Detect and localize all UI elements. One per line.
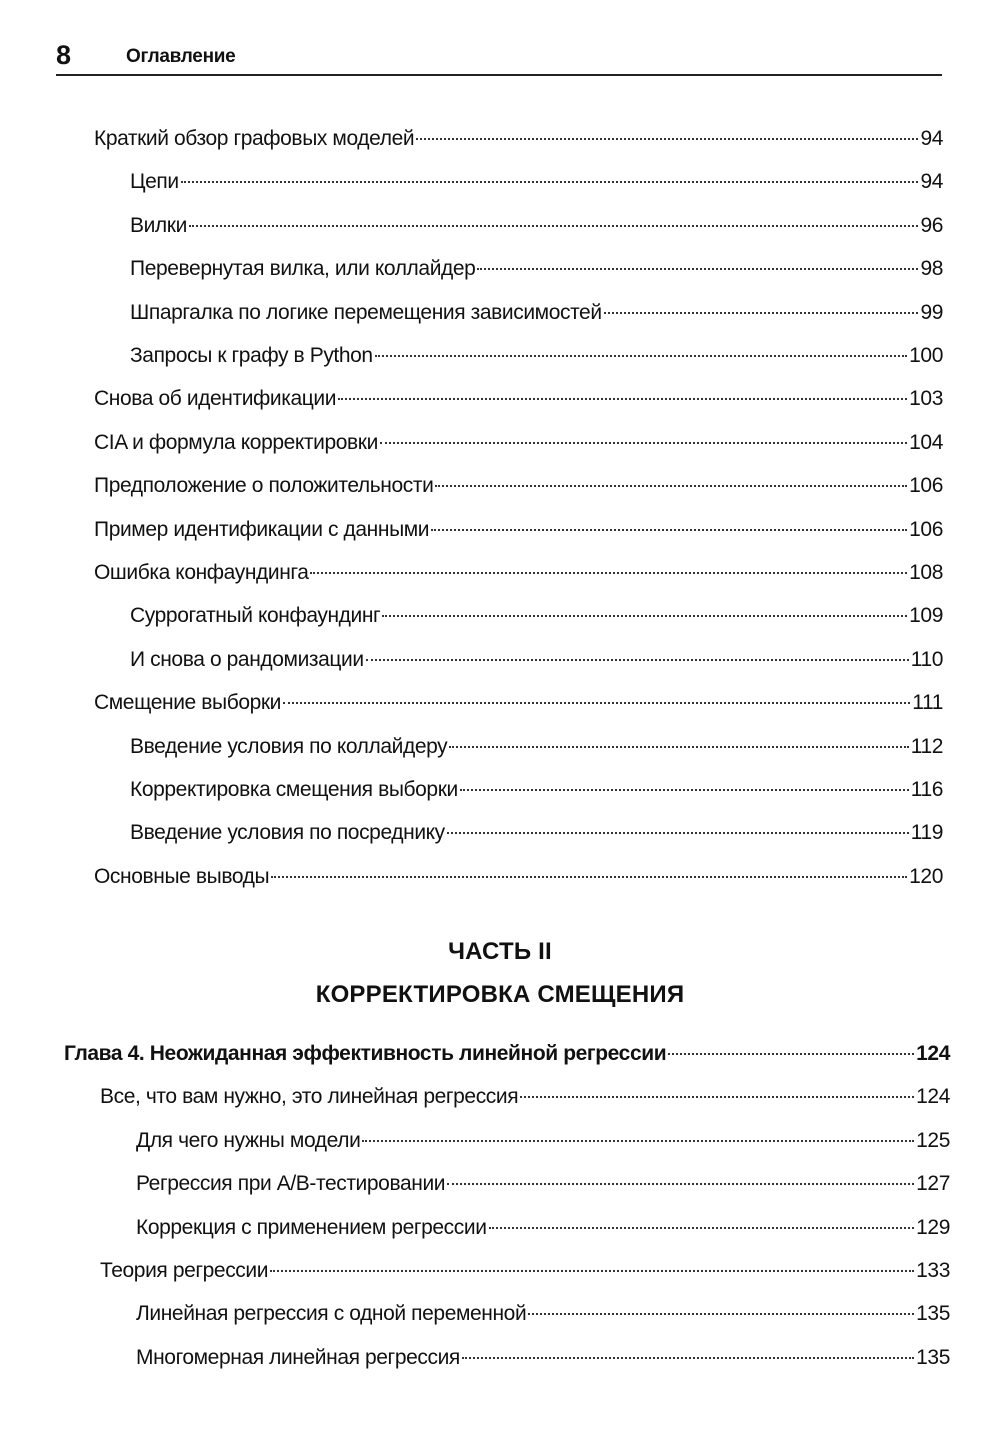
toc-entry bbox=[100, 1082, 950, 1112]
toc-entry-page: 135 bbox=[916, 1345, 950, 1369]
toc-entry bbox=[100, 1256, 950, 1286]
dot-leader bbox=[447, 1183, 914, 1185]
toc-entry-title: Предположение о положительности bbox=[94, 474, 434, 498]
toc-entry bbox=[130, 775, 943, 805]
toc-entry-title: Цепи bbox=[130, 170, 179, 194]
toc-entry bbox=[130, 298, 943, 328]
toc-entry bbox=[136, 1343, 950, 1373]
dot-leader bbox=[382, 615, 907, 617]
toc-entry-page: 124 bbox=[916, 1085, 950, 1109]
dot-leader bbox=[520, 1096, 914, 1098]
dot-leader bbox=[668, 1053, 914, 1055]
dot-leader bbox=[435, 485, 907, 487]
toc-entry-title: И снова о рандомизации bbox=[130, 647, 364, 671]
toc-entry bbox=[136, 1169, 950, 1199]
toc-entry-page: 116 bbox=[910, 778, 943, 801]
toc-entry-title: Для чего нужны модели bbox=[136, 1128, 361, 1152]
toc-entry-title: Линейная регрессия с одной переменной bbox=[136, 1302, 527, 1326]
toc-entry bbox=[130, 645, 943, 675]
toc-entry-page: 104 bbox=[909, 430, 943, 454]
toc-entry-title: Многомерная линейная регрессия bbox=[136, 1345, 460, 1369]
toc-entry-title: Все, что вам нужно, это линейная регрессия bbox=[100, 1085, 519, 1109]
toc-entry-title: Пример идентификации с данными bbox=[94, 517, 430, 541]
dot-leader bbox=[366, 659, 909, 661]
dot-leader bbox=[604, 312, 919, 314]
toc-entry-title: Коррекция с применением регрессии bbox=[136, 1215, 487, 1239]
toc-entry bbox=[136, 1213, 950, 1243]
toc-entry-page: 94 bbox=[920, 170, 943, 194]
toc-entry bbox=[136, 1126, 950, 1156]
toc-entry-page: 106 bbox=[909, 474, 943, 498]
toc-entry-page: 106 bbox=[909, 517, 943, 541]
toc-entry-page: 111 bbox=[912, 691, 943, 715]
toc-entry-page: 120 bbox=[909, 864, 943, 888]
toc-entry bbox=[94, 688, 943, 718]
toc-entry-page: 108 bbox=[909, 561, 943, 584]
dot-leader bbox=[271, 876, 907, 878]
dot-leader bbox=[489, 1227, 915, 1229]
toc-entry-page: 127 bbox=[916, 1172, 950, 1196]
toc-entry-title: Основные выводы bbox=[94, 864, 270, 888]
toc-entry-page: 112 bbox=[910, 734, 943, 758]
toc-entry-title: Краткий обзор графовых моделей bbox=[94, 127, 415, 150]
toc-entry bbox=[94, 515, 943, 545]
toc-entry-page: 96 bbox=[920, 213, 943, 237]
toc-entry bbox=[130, 254, 943, 284]
running-header bbox=[56, 40, 942, 76]
toc-entry-title: Суррогатный конфаундинг bbox=[130, 604, 381, 628]
dot-leader bbox=[528, 1313, 914, 1315]
dot-leader bbox=[449, 746, 908, 748]
header-title: Оглавление bbox=[126, 46, 236, 67]
dot-leader bbox=[338, 398, 907, 400]
toc-entry-page: 125 bbox=[916, 1128, 950, 1152]
toc-entry bbox=[130, 341, 943, 371]
toc-entry bbox=[130, 211, 943, 241]
toc-entry bbox=[94, 862, 943, 892]
toc-entry bbox=[130, 601, 943, 631]
dot-leader bbox=[477, 268, 918, 270]
dot-leader bbox=[447, 832, 909, 834]
toc-entry-title: Корректировка смещения выборки bbox=[130, 778, 458, 801]
toc-entry-page: 103 bbox=[909, 387, 943, 411]
dot-leader bbox=[189, 225, 919, 227]
toc-entry bbox=[94, 471, 943, 501]
dot-leader bbox=[460, 789, 909, 791]
dot-leader bbox=[362, 1140, 914, 1142]
toc-entry-page: 119 bbox=[910, 821, 943, 845]
toc-entry-title: Теория регрессии bbox=[100, 1259, 269, 1282]
toc-entry-page: 124 bbox=[916, 1042, 950, 1065]
toc-entry-title: Введение условия по коллайдеру bbox=[130, 734, 448, 758]
dot-leader bbox=[375, 355, 907, 357]
toc-entry-title: Ошибка конфаундинга bbox=[94, 561, 309, 584]
toc-entry-title: Снова об идентификации bbox=[94, 387, 337, 411]
part-title-heading: КОРРЕКТИРОВКА СМЕЩЕНИЯ bbox=[315, 981, 685, 1008]
toc-entry-page: 133 bbox=[916, 1259, 950, 1282]
toc-entry-page: 100 bbox=[909, 344, 943, 367]
toc-entry-page: 99 bbox=[920, 300, 943, 324]
toc-entry-page: 109 bbox=[909, 604, 943, 628]
toc-entry-title: CIA и формула корректировки bbox=[94, 430, 378, 454]
toc-entry bbox=[94, 384, 943, 414]
dot-leader bbox=[462, 1357, 914, 1359]
toc-entry-title: Запросы к графу в Python bbox=[130, 344, 373, 367]
toc-entry bbox=[130, 167, 943, 197]
toc-entry-page: 135 bbox=[916, 1302, 950, 1326]
toc-entry-page: 94 bbox=[920, 127, 943, 150]
toc-entry bbox=[94, 428, 943, 458]
toc-entry-title: Вилки bbox=[130, 213, 187, 237]
toc-entry-title: Регрессия при A/B-тестировании bbox=[136, 1172, 446, 1196]
toc-entry bbox=[94, 124, 943, 154]
toc-entry-title: Введение условия по посреднику bbox=[130, 821, 445, 845]
toc-entry-title: Шпаргалка по логике перемещения зависимостей bbox=[130, 300, 602, 324]
toc-entry bbox=[94, 558, 943, 588]
toc-entry-page: 110 bbox=[910, 647, 943, 671]
toc-entry-title: Перевернутая вилка, или коллайдер bbox=[130, 257, 476, 281]
toc-entry bbox=[64, 1039, 950, 1069]
toc-entry-title: Глава 4. Неожиданная эффективность линейной регрессии bbox=[64, 1042, 667, 1065]
toc-entry-page: 129 bbox=[916, 1215, 950, 1239]
toc-entry-title: Смещение выборки bbox=[94, 691, 281, 715]
toc-entry bbox=[130, 732, 943, 762]
toc-entry bbox=[136, 1299, 950, 1329]
dot-leader bbox=[270, 1270, 914, 1272]
dot-leader bbox=[181, 181, 919, 183]
dot-leader bbox=[431, 529, 907, 531]
dot-leader bbox=[380, 442, 907, 444]
dot-leader bbox=[310, 572, 907, 574]
part-number-heading: ЧАСТЬ II bbox=[448, 938, 552, 965]
dot-leader bbox=[416, 138, 918, 140]
toc-entry-page: 98 bbox=[920, 257, 943, 281]
page-number: 8 bbox=[56, 40, 72, 70]
toc-entry bbox=[130, 818, 943, 848]
dot-leader bbox=[283, 702, 910, 704]
